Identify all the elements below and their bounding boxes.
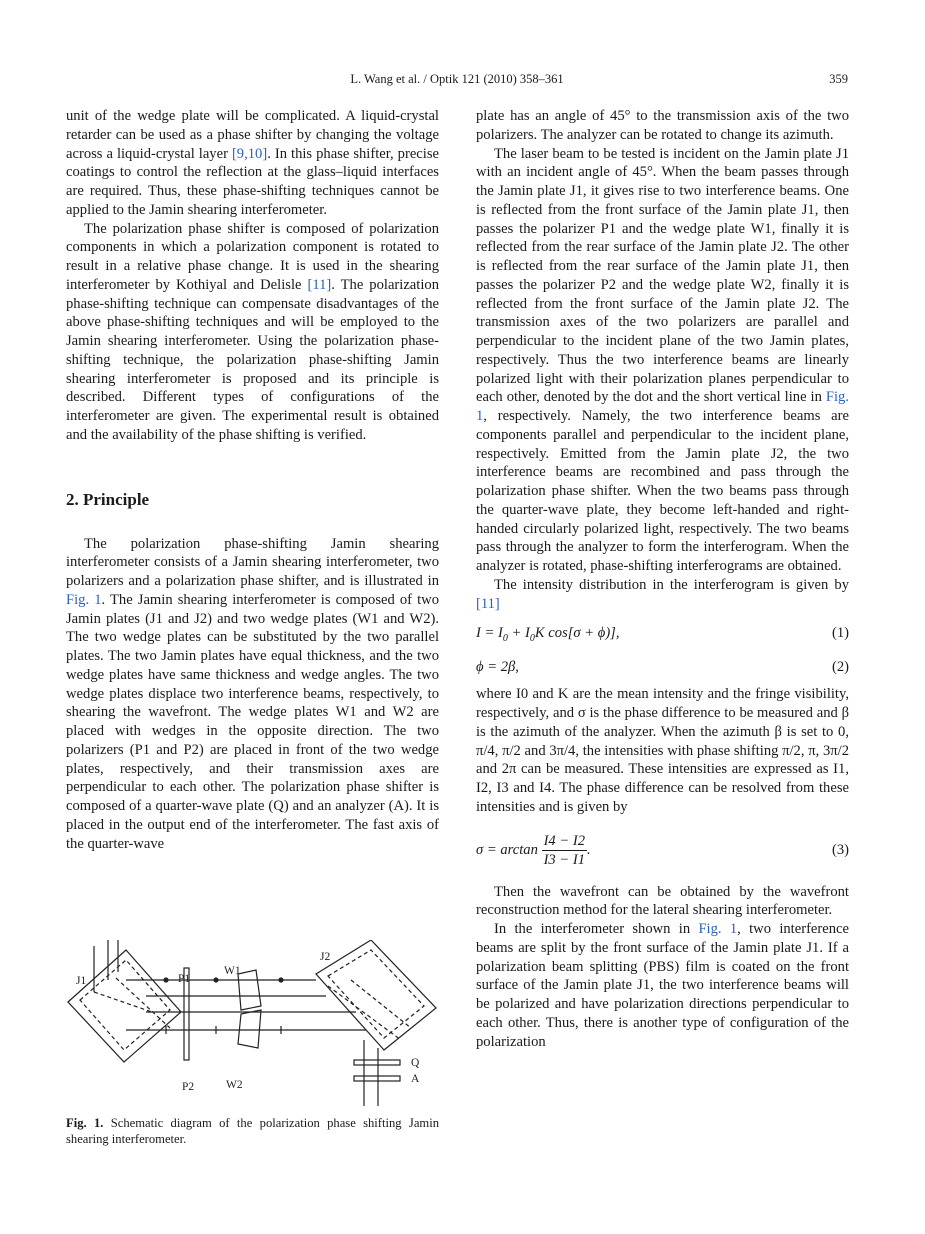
paragraph: unit of the wedge plate will be complicated. A liquid-crystal retarder can be used as a phase shifter by changing the voltage across a liquid-crystal layer [9,10]. In this phase shifter, precise coatings to control the reflection at the glass–liquid interfaces are required. Thus, these phase-shifting techniques cannot be applied to the Jamin shearing interferometer. [66,108,439,218]
interferometer-diagram [66,940,439,1106]
analyzer [354,1076,400,1081]
figure-1 [66,940,439,1106]
label-w2: W2 [226,1079,243,1091]
jamin-plate-j2 [316,940,436,1050]
equation-number: (2) [831,659,849,676]
paragraph: where I0 and K are the mean intensity and the fringe visibility, respectively, and σ is the phase difference to be measured and β is the azimuth of the analyzer. When the azimuth β is set to 0, π/4, π/2 and 3π/4, the intensities with phase shifting π/2, π, 3π/2 and 2π can be measured. These intensities are expressed as I1, I2, I3 and I4. The phase difference can be resolved from these intensities and is given by [476,686,849,815]
figure-link[interactable]: Fig. 1 [476,389,849,424]
paragraph: In the interferometer shown in Fig. 1, two interference beams are split by the front surface of the Jamin plate J1. If a polarization beam splitting (PBS) film is coated on the front surface of the Jamin plate J1, the two interference beams will be polarized and have polarization directions perpendicular to each other. Thus, there is another type of configuration of the polarization [476,921,849,1050]
right-column [476,107,849,1051]
paragraph: plate has an angle of 45° to the transmission axis of the two polarizers. The analyzer can be rotated to change its azimuth. [476,108,849,143]
paragraph: The polarization phase-shifting Jamin shearing interferometer consists of a Jamin shearing interferometer, two polarizers and a polarization phase shifter, and is illustrated in Fig. 1. The Jamin shearing interferometer is composed of two Jamin plates (J1 and J2) and two wedge plates (W1 and W2). The two wedge plates can be substituted by the two parallel plates. The two Jamin plates have equal thickness, and the two wedge plates have same thickness and wedge angles. The two wedge plates displace two interference beams, respectively, to shearing the wavefront. The wedge plates W1 and W2 are placed with wedges in the opposite direction. The two polarizers (P1 and P2) are placed in front of the two wedge plates, respectively, and their transmission axes are perpendicular to each other. The polarization phase shifter is composed of a quarter-wave plate (Q) and an analyzer (A). It is placed in the output end of the interferometer. The fast axis of the quarter-wave [66,535,440,852]
citation-link[interactable]: [9,10] [231,145,268,162]
running-head: L. Wang et al. / Optik 121 (2010) 358–361 [350,72,564,86]
equation-number: (3) [831,841,849,858]
section-heading: 2. Principle [66,489,150,509]
label-j1: J1 [76,975,87,987]
label-q: Q [411,1057,420,1069]
page-header [66,72,848,92]
paragraph: The laser beam to be tested is incident on the Jamin plate J1 with an incident angle of 45°. When the beam passes through the Jamin plate J1, it gives rise to two interference beams. One is reflected from the front surface of the Jamin plate J1, then passes the polarizer P1 and the wedge plate W1, finally it is reflected from the rear surface of the Jamin plate J2. The other is reflected from the rear surface of the Jamin plate J1, then passes the polarizer P2 and the wedge plate W2, finally it is reflected from the front surface of the Jamin plate J2. The transmission axes of the two polarizers are parallel and perpendicular to the incident plane of the two Jamin plates, respectively. Thus the two interference beams are linearly polarized light with their polarization planes perpendicular to each other, denoted by the dot and the short vertical line in Fig. 1, respectively. Namely, the two interference beams are components parallel and perpendicular to the incident plane, respectively. Emitted from the Jamin plate J2, the two interference beams are recombined and pass through the polarization phase shifter. When the two beams pass through the quarter-wave plate, they become left-handed and right-handed circularly polarized light, respectively. The two beams pass through the analyzer to form the interferogram. When the analyzer is rotated, phase-shifting interferograms are obtained. [476,145,849,574]
label-p2: P2 [182,1081,195,1093]
quarter-wave-plate [354,1060,400,1065]
wedge-plate-w1 [238,970,261,1010]
paragraph: The polarization phase shifter is composed of polarization components in which a polarization component is rotated to result in a relative phase change. It is used in the shearing interferometer by Kothiyal and Delisle [11]. The polarization phase-shifting technique can compensate disadvantages of the above phase-shifting techniques and will be employed to the Jamin shearing interferometer. Using the polarization phase-shifting technique, the polarization phase-shifting Jamin shearing interferometer is proposed and its principle is described. Different types of configurations of the interferometer are given. The experimental result is obtained and the availability of the phase shifting is verified. [66,220,439,443]
wedge-plate-w2 [238,1010,261,1048]
figure-caption: Fig. 1. Schematic diagram of the polarization phase shifting Jamin shearing interferometer. [66,1116,440,1146]
paragraph: The intensity distribution in the interferogram is given by [11] [476,576,849,612]
citation-link[interactable]: [11] [307,276,332,293]
figure-link[interactable]: Fig. 1 [698,921,738,937]
equation-1: $I = I_0 + I_0K$ cos[σ + ϕ)], (1) [476,619,849,647]
paragraph: Then the wavefront can be obtained by the wavefront reconstruction method for the lateral shearing interferometer. [476,883,849,919]
label-w1: W1 [224,965,241,977]
label-a: A [411,1073,420,1085]
label-p1: P1 [178,973,191,985]
citation-link[interactable]: [11] [476,595,500,612]
equation-3: σ = arctan $\frac{I4 - I2}{I3 - I1}$ . (3) [476,823,849,877]
label-j2: J2 [320,951,331,963]
left-column [66,107,439,853]
equation-2: ϕ = 2β, (2) [476,653,849,681]
figure-link[interactable]: Fig. 1 [66,591,102,608]
equation-number: (1) [831,625,849,642]
page-number: 359 [829,72,848,86]
